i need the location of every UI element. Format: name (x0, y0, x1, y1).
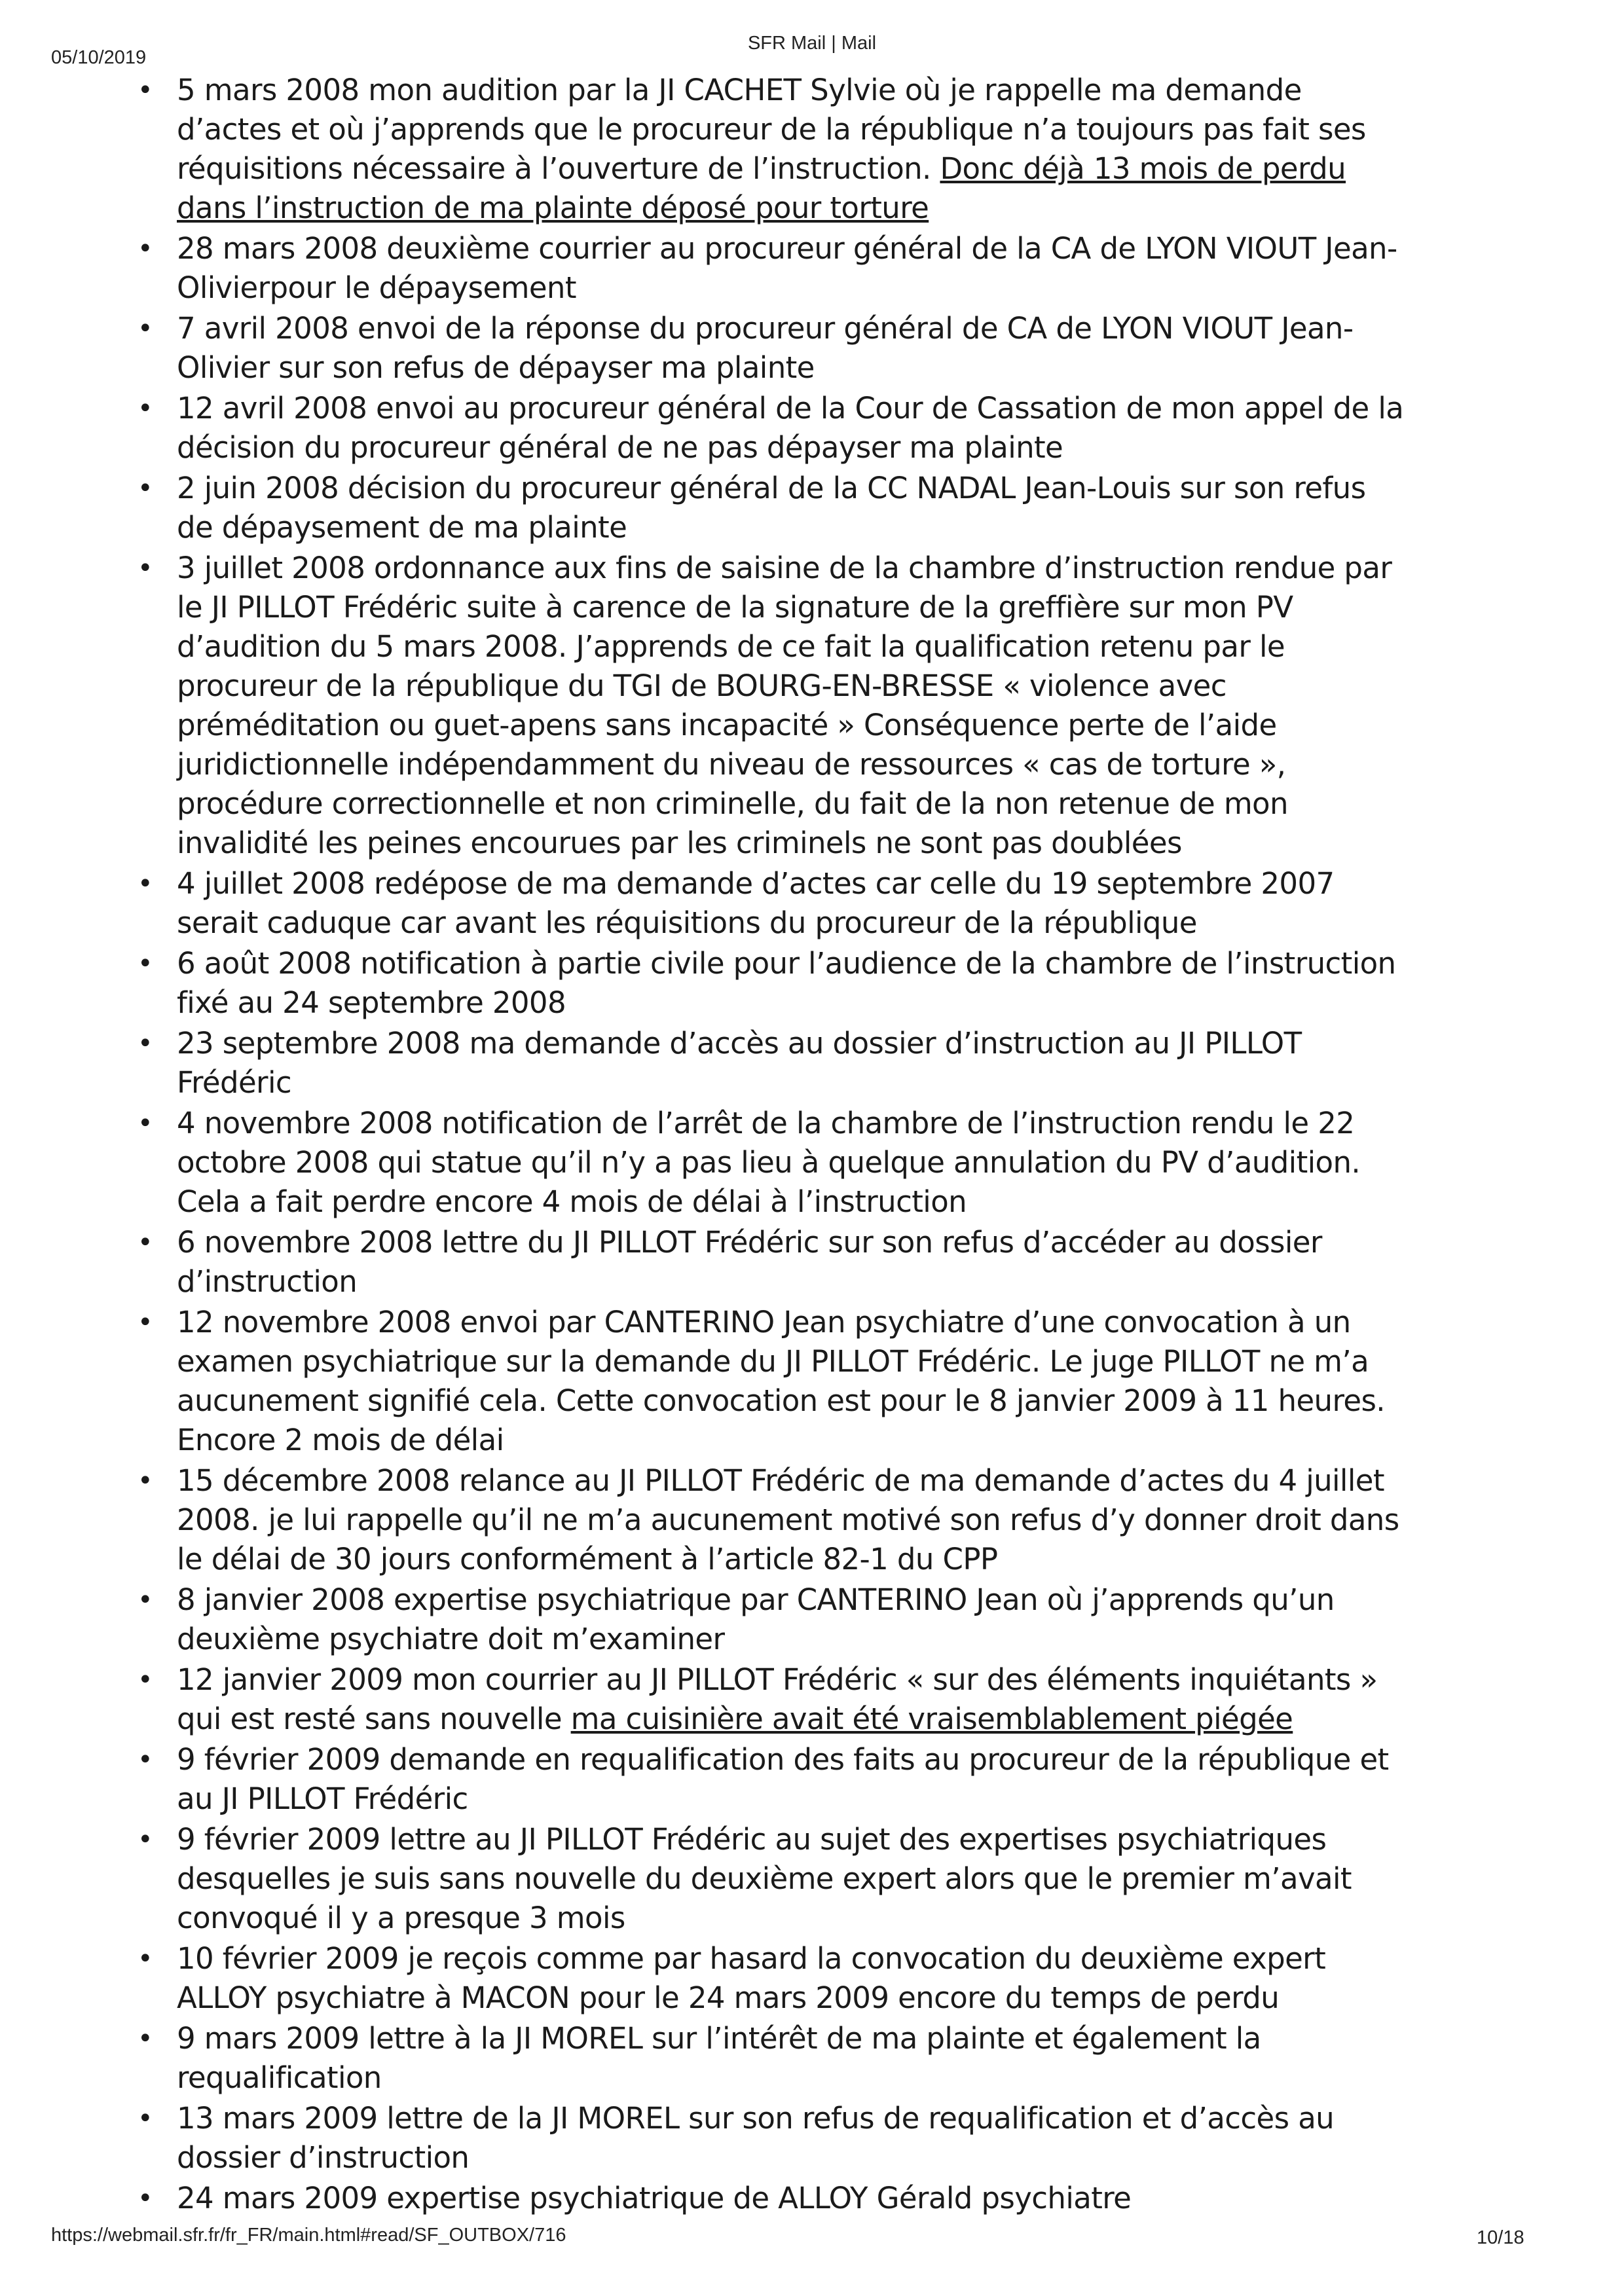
entry-text: 23 septembre 2008 ma demande d’accès au dossier d’instruction au JI PILLOT Frédéric (177, 1026, 1302, 1100)
bullet-icon: • (138, 1665, 153, 1695)
entry-text: 15 décembre 2008 relance au JI PILLOT Frédéric de ma demande d’actes du 4 juillet 2008. je lui rappelle qu’il ne m’a aucunement motivé son refus d’y donner droit dans le délai de 30 jours conformément à l’article 82-1 du CPP (177, 1463, 1399, 1576)
bullet-icon: • (138, 1944, 153, 1974)
page-number: 10/18 (1477, 2227, 1524, 2248)
entry-text: 9 février 2009 demande en requalification des faits au procureur de la république et au JI PILLOT Frédéric (177, 1742, 1389, 1816)
entry-text: 8 janvier 2008 expertise psychiatrique par CANTERINO Jean où j’apprends qu’un deuxième psychiatre doit m’examiner (177, 1582, 1335, 1656)
entry-text: 4 novembre 2008 notification de l’arrêt de la chambre de l’instruction rendu le 22 octobre 2008 qui statue qu’il n’y a pas lieu à quelque annulation du PV d’audition. Cela a fait perdre encore 4 mois de délai à l’instruction (177, 1106, 1361, 1219)
underlined-text: ma cuisinière avait été vraisemblablement piégée (570, 1702, 1293, 1736)
bullet-icon: • (138, 1825, 153, 1855)
entry-text: 24 mars 2009 expertise psychiatrique de ALLOY Gérald psychiatre (177, 2181, 1132, 2215)
timeline-entry (138, 71, 1408, 228)
bullet-icon: • (138, 1307, 153, 1338)
bullet-icon: • (138, 393, 153, 424)
entry-text: 9 février 2009 lettre au JI PILLOT Frédéric au sujet des expertises psychiatriques desquelles je suis sans nouvelle du deuxième expert alors que le premier m’avait convoqué il y a presque 3 mois (177, 1822, 1352, 1935)
timeline-entry (138, 1580, 1408, 1659)
entry-text: 7 avril 2008 envoi de la réponse du procureur général de CA de LYON VIOUT Jean-Olivier sur son refus de dépayser ma plainte (177, 311, 1354, 385)
timeline-entry (138, 1461, 1408, 1579)
entry-text: 5 mars 2008 mon audition par la JI CACHET Sylvie où je rappelle ma demande d’actes et où j’apprends que le procureur de la république n’a toujours pas fait ses réquisitions nécessaire à l’ouverture de l’instruction. (177, 73, 1366, 186)
timeline-entry (138, 1223, 1408, 1302)
timeline-entry (138, 1740, 1408, 1819)
bullet-icon: • (138, 2104, 153, 2134)
timeline-entry (138, 2019, 1408, 2098)
entry-text: 28 mars 2008 deuxième courrier au procureur général de la CA de LYON VIOUT Jean-Olivierpour le dépaysement (177, 231, 1397, 305)
bullet-icon: • (138, 1585, 153, 1615)
print-date: 05/10/2019 (51, 47, 147, 68)
timeline-entry (138, 1104, 1408, 1222)
bullet-icon: • (138, 75, 153, 105)
entry-text: 10 février 2009 je reçois comme par hasard la convocation du deuxième expert ALLOY psychiatre à MACON pour le 24 mars 2009 encore du temps de perdu (177, 1941, 1326, 2015)
bullet-icon: • (138, 234, 153, 264)
bullet-icon: • (138, 2024, 153, 2054)
bullet-icon: • (138, 1745, 153, 1775)
bullet-icon: • (138, 314, 153, 344)
timeline-entry (138, 2099, 1408, 2178)
entry-text: 6 août 2008 notification à partie civile pour l’audience de la chambre de l’instruction fixé au 24 septembre 2008 (177, 946, 1396, 1020)
bullet-icon: • (138, 949, 153, 979)
bullet-icon: • (138, 2183, 153, 2214)
timeline-entry (138, 2179, 1408, 2218)
timeline-entry (138, 864, 1408, 943)
timeline-list (138, 71, 1408, 2219)
entry-text: 4 juillet 2008 redépose de ma demande d’actes car celle du 19 septembre 2007 serait caduque car avant les réquisitions du procureur de la république (177, 866, 1335, 940)
timeline-entry (138, 1024, 1408, 1102)
bullet-icon: • (138, 1029, 153, 1059)
entry-text: 12 novembre 2008 envoi par CANTERINO Jean psychiatre d’une convocation à un examen psychiatrique sur la demande du JI PILLOT Frédéric. Le juge PILLOT ne m’a aucunement signifié cela. Cette convocation est pour le 8 janvier 2009 à 11 heures. Encore 2 mois de délai (177, 1305, 1385, 1457)
bullet-icon: • (138, 1228, 153, 1258)
timeline-entry (138, 549, 1408, 863)
entry-text: 12 janvier 2009 mon courrier au JI PILLOT Frédéric « sur des éléments inquiétants » qui est resté sans nouvelle (177, 1662, 1378, 1736)
entry-text: 13 mars 2009 lettre de la JI MOREL sur son refus de requalification et d’accès au dossier d’instruction (177, 2101, 1335, 2175)
timeline-entry (138, 1303, 1408, 1460)
bullet-icon: • (138, 473, 153, 503)
entry-text: 6 novembre 2008 lettre du JI PILLOT Frédéric sur son refus d’accéder au dossier d’instruction (177, 1225, 1322, 1299)
timeline-entry (138, 469, 1408, 547)
timeline-entry (138, 389, 1408, 467)
timeline-entry (138, 1939, 1408, 2018)
timeline-entry (138, 944, 1408, 1023)
underlined-text: Donc déjà 13 mois de perdu dans l’instruction de ma plainte déposé pour torture (177, 151, 1346, 225)
timeline-entry (138, 229, 1408, 308)
bullet-icon: • (138, 1466, 153, 1496)
timeline-entry (138, 1660, 1408, 1739)
entry-text: 3 juillet 2008 ordonnance aux fins de saisine de la chambre d’instruction rendue par le JI PILLOT Frédéric suite à carence de la signature de la greffière sur mon PV d’audition du 5 mars 2008. J’apprends de ce fait la qualification retenu par le procureur de la république du TGI de BOURG-EN-BRESSE « violence avec préméditation ou guet-apens sans incapacité » Conséquence perte de l’aide juridictionnelle indépendamment du niveau de ressources « cas de torture », procédure correctionnelle et non criminelle, du fait de la non retenue de mon invalidité les peines encourues par les criminels ne sont pas doublées (177, 551, 1392, 860)
bullet-icon: • (138, 1108, 153, 1139)
timeline-entry (138, 309, 1408, 388)
entry-text: 2 juin 2008 décision du procureur général de la CC NADAL Jean-Louis sur son refus de dépaysement de ma plainte (177, 471, 1366, 545)
footer-url: https://webmail.sfr.fr/fr_FR/main.html#read/SF_OUTBOX/716 (51, 2225, 566, 2246)
entry-text: 9 mars 2009 lettre à la JI MOREL sur l’intérêt de ma plainte et également la requalification (177, 2021, 1261, 2095)
bullet-icon: • (138, 553, 153, 583)
timeline-entry (138, 1820, 1408, 1938)
bullet-icon: • (138, 869, 153, 899)
page-header-title: SFR Mail | Mail (747, 33, 877, 54)
entry-text: 12 avril 2008 envoi au procureur général de la Cour de Cassation de mon appel de la décision du procureur général de ne pas dépayser ma plainte (177, 391, 1404, 465)
